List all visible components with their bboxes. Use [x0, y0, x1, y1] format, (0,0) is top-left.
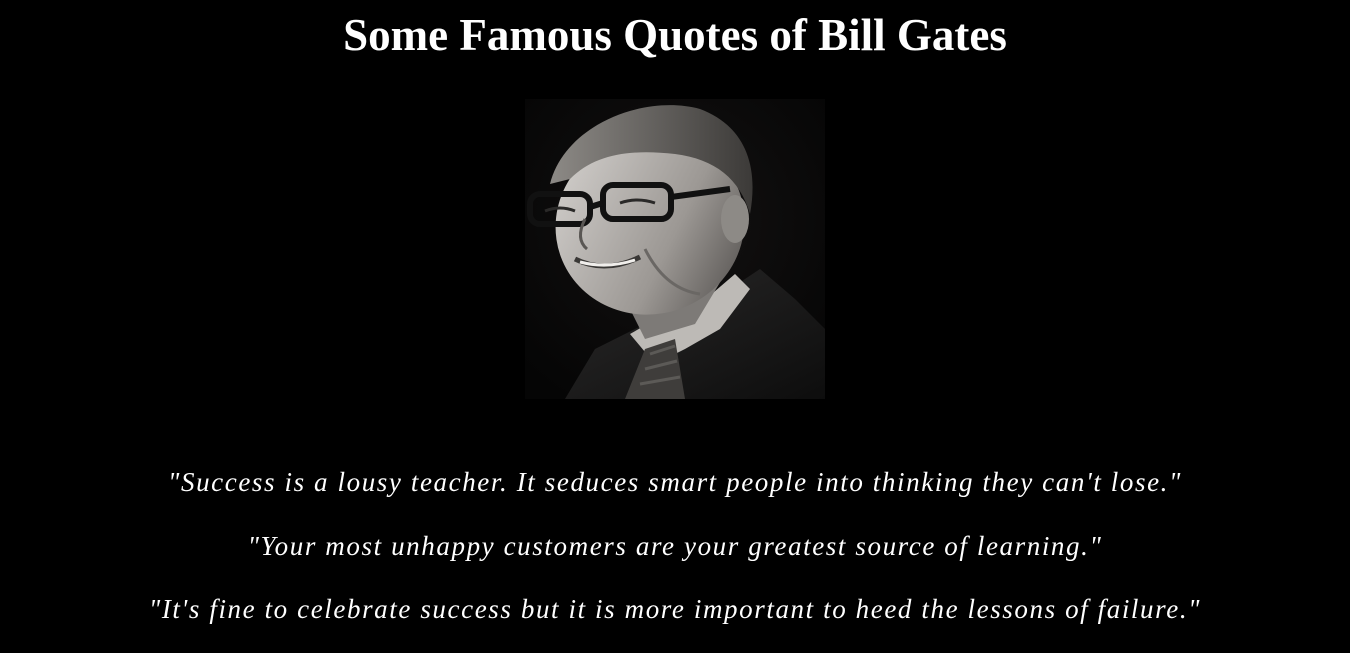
person-photo-icon: [525, 99, 825, 399]
quote-3: "It's fine to celebrate success but it is more important to heed the lessons of failure.": [148, 594, 1202, 624]
page-title: Some Famous Quotes of Bill Gates: [343, 10, 1007, 60]
portrait-photo: [525, 99, 825, 399]
quote-2: "Your most unhappy customers are your greatest source of learning.": [247, 531, 1103, 561]
quote-1: "Success is a lousy teacher. It seduces smart people into thinking they can't lose.": [168, 467, 1182, 497]
